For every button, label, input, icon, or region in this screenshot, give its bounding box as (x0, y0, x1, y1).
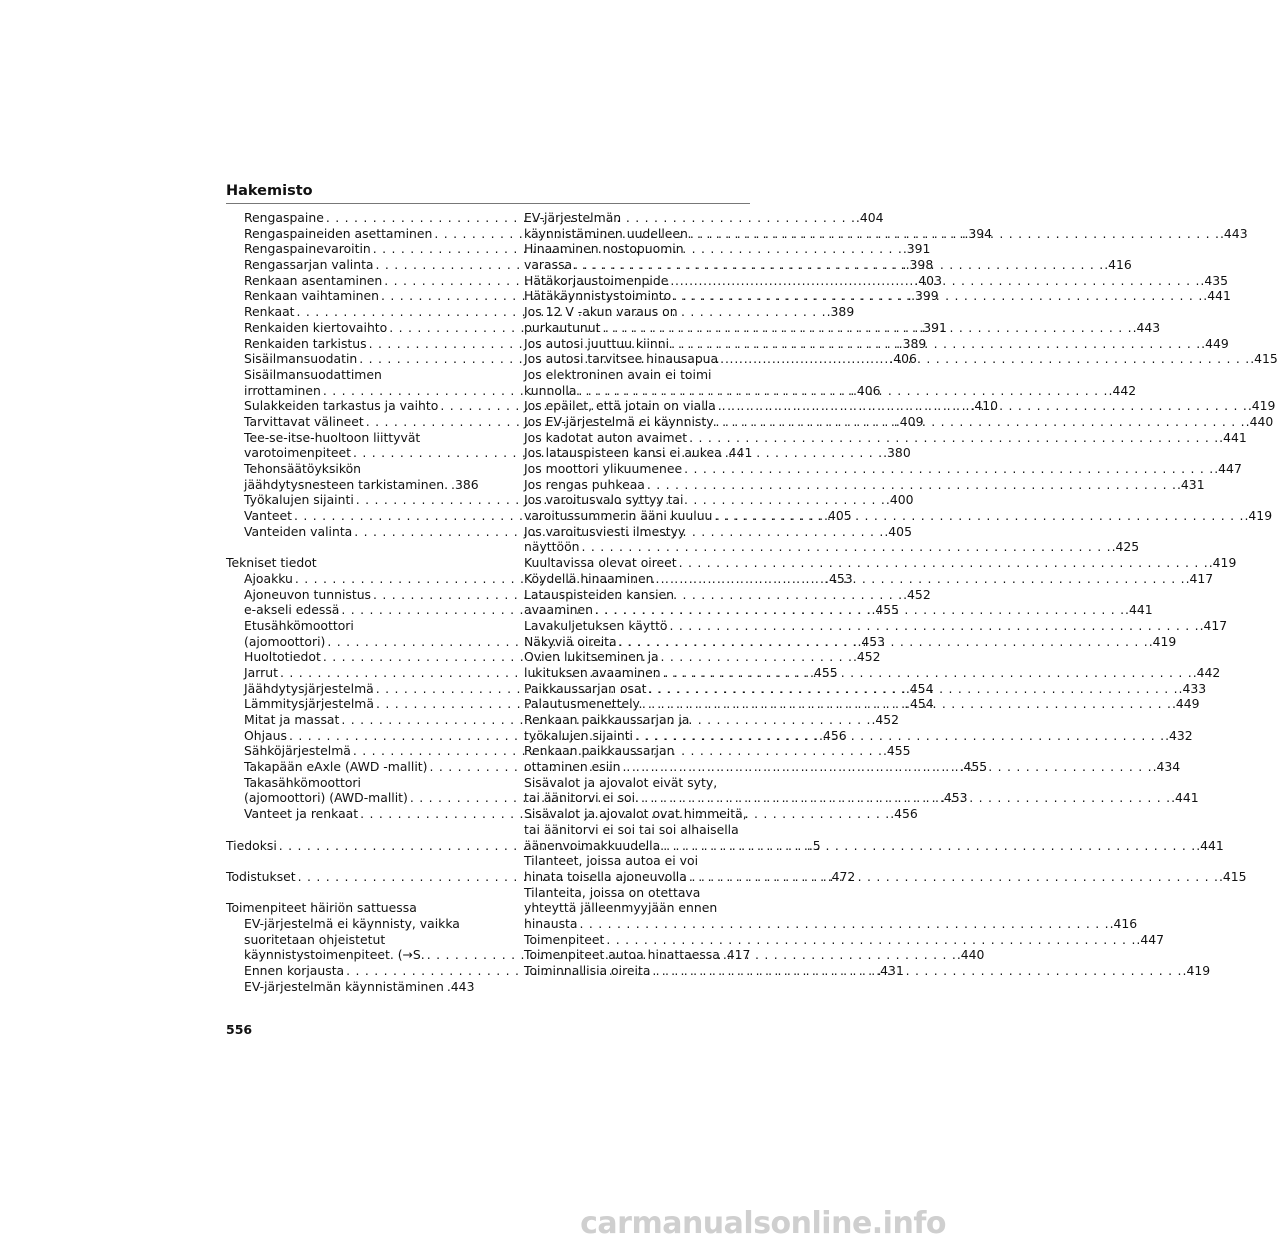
index-page-ref[interactable]: .406 (889, 351, 917, 367)
index-page-ref[interactable]: .391 (919, 319, 947, 335)
index-text-line (524, 210, 750, 226)
index-term: hinausta (524, 915, 578, 931)
dot-leader (650, 963, 1181, 979)
index-page-ref[interactable]: .389 (826, 304, 855, 320)
index-term: Lavakuljetuksen käyttö (524, 617, 668, 633)
page-title: Hakemisto (226, 183, 313, 199)
spacer (226, 822, 470, 838)
index-page-ref[interactable]: .400 (885, 492, 914, 508)
index-page-ref[interactable]: .440 (956, 947, 985, 963)
index-entry (524, 539, 1140, 555)
index-page-ref[interactable]: .405 (824, 508, 852, 524)
index-term: Renkaiden tarkistus (244, 335, 367, 351)
index-page-ref[interactable]: .419 (1182, 963, 1211, 978)
dot-leader (687, 430, 1218, 446)
index-page-ref[interactable]: .443 (1132, 319, 1161, 335)
index-term: Palautusmenettely (524, 696, 640, 712)
index-term: suoritetaan ohjeistetut (244, 931, 386, 947)
index-text-line (524, 885, 750, 901)
index-term: Tee-se-itse-huoltoon liittyvät (244, 429, 421, 445)
index-term: EV-järjestelmä ei käynnisty, vaikka (244, 915, 460, 931)
index-term: Hätäkäynnistystoiminto (524, 288, 672, 304)
index-page-ref[interactable]: .406 (852, 382, 881, 398)
index-text-line (226, 430, 470, 446)
spacer (226, 539, 470, 555)
index-term: työkalujen sijainti (524, 727, 634, 743)
index-page-ref[interactable]: .454 (906, 696, 934, 712)
index-term: Tiedoksi (226, 837, 277, 853)
index-term: Rengaspaine (244, 210, 324, 225)
index-term: Toiminnallisia oireita (524, 963, 651, 978)
index-page-ref[interactable]: .415 (1218, 868, 1247, 884)
index-page-ref[interactable]: .431 (1176, 476, 1205, 492)
index-page-ref[interactable]: .419 (1247, 398, 1276, 414)
index-term: Ajoakku (244, 570, 293, 586)
index-entry (524, 429, 1247, 446)
index-page-ref[interactable]: .391 (902, 241, 931, 257)
index-text-line (226, 618, 470, 634)
index-term: Takapään eAxle (AWD -mallit) (244, 759, 428, 775)
index-text-line (226, 916, 470, 932)
index-entry (524, 837, 1224, 854)
dot-leader (687, 869, 1218, 885)
dot-leader (688, 226, 1219, 242)
index-term: Toimenpiteet (524, 931, 605, 947)
dot-leader (617, 634, 1148, 650)
index-entry (226, 476, 479, 493)
index-term: Kuultavissa olevat oireet (524, 555, 677, 571)
dot-leader (718, 351, 1249, 367)
index-entry (226, 978, 475, 995)
index-term: Rengassarjan valinta (244, 257, 374, 273)
index-entry (524, 555, 1237, 571)
index-page-ref[interactable]: .449 (1171, 696, 1200, 712)
dot-leader (682, 461, 1213, 477)
dot-leader (716, 398, 1247, 414)
index-term: EV-järjestelmän käynnistäminen (244, 978, 444, 994)
index-page-ref[interactable]: .442 (1192, 664, 1221, 680)
index-term: Tilanteita, joissa on otettava (524, 884, 701, 900)
index-term: Mitat ja massat (244, 712, 340, 727)
dot-leader (572, 257, 1103, 273)
dot-leader (714, 414, 1245, 430)
index-term: Jos 12 V -akun varaus on (524, 304, 678, 320)
index-page-ref[interactable]: .415 (1250, 351, 1278, 367)
dot-leader (654, 571, 1185, 587)
dot-leader (576, 383, 1107, 399)
index-page-ref[interactable]: .447 (1214, 461, 1242, 476)
index-term: äänenvoimakkuudella. (524, 837, 665, 853)
dot-leader (580, 539, 1111, 555)
index-page-ref[interactable]: .404 (855, 210, 884, 225)
index-page-ref[interactable]: .405 (884, 523, 912, 539)
dot-leader (668, 618, 1199, 634)
index-page-ref[interactable]: .455 (810, 664, 838, 680)
index-page-ref[interactable]: .453 (939, 790, 968, 806)
index-page-ref[interactable]: .472 (827, 868, 856, 884)
index-page-ref[interactable]: .416 (1104, 257, 1132, 273)
dot-leader (639, 790, 1170, 806)
index-term: Sisäilmansuodatin (244, 351, 358, 367)
index-page-ref[interactable]: .441 (1203, 288, 1231, 304)
index-term: Jäähdytysjärjestelmä (244, 680, 374, 696)
index-term: Vanteet (244, 508, 292, 524)
index-text-line (226, 775, 470, 791)
index-term: Renkaiden kiertovaihto (244, 319, 388, 335)
index-term: Näkyviä oireita (524, 633, 617, 649)
dot-leader (633, 728, 1164, 744)
index-page-ref[interactable]: .447 (1136, 931, 1164, 947)
index-page-ref[interactable]: .434 (1152, 759, 1181, 775)
index-entry (524, 445, 753, 461)
index-term: Sisävalot ja ajovalot ovat himmeitä, (524, 806, 747, 822)
index-text-line (524, 900, 750, 916)
index-page-ref[interactable]: .452 (852, 649, 881, 665)
index-page-ref[interactable]: .441 (1171, 790, 1199, 806)
index-term: ottaminen esiin (524, 759, 621, 775)
index-term: Sisävalot ja ajovalot eivät syty, (524, 774, 718, 790)
index-page-ref[interactable]: .380 (883, 445, 911, 461)
index-term: avaaminen (524, 602, 593, 618)
index-page-ref[interactable]: .443 (1219, 225, 1248, 241)
index-term: Jos autosi tarvitsee hinausapua (524, 351, 719, 367)
index-term: Vanteet ja renkaat (244, 806, 359, 822)
index-page-ref[interactable]: .432 (1165, 727, 1193, 743)
index-text-line (524, 853, 750, 869)
index-page-ref[interactable]: .417 (722, 947, 751, 963)
index-term: Sulakkeiden tarkastus ja vaihto (244, 398, 439, 414)
index-term: Hätäkorjaustoimenpide (524, 272, 669, 288)
index-term: Jos kadotat auton avaimet (524, 429, 688, 445)
index-page-ref[interactable]: .419 (1208, 555, 1237, 571)
index-entry (524, 931, 1164, 948)
index-page-ref[interactable]: .454 (905, 680, 934, 696)
index-page-ref[interactable]: .431 (876, 963, 904, 978)
index-page-ref[interactable]: .410 (970, 398, 998, 414)
index-page-ref[interactable]: .386 (451, 476, 479, 492)
dot-leader (646, 681, 1177, 697)
index-term: lukituksen avaaminen (524, 664, 661, 680)
index-page-ref[interactable]: .441 (1219, 429, 1247, 445)
index-page-ref[interactable]: .441 (1196, 837, 1224, 853)
dot-leader (621, 759, 1152, 775)
index-page-ref[interactable]: .403 (914, 272, 942, 288)
index-term: Takasähkömoottori (244, 774, 361, 790)
index-term: purkautunut (524, 319, 601, 335)
index-term: kunnolla (524, 382, 577, 398)
index-page-ref[interactable]: .409 (895, 413, 924, 429)
index-page-ref[interactable]: .441 (1125, 602, 1153, 618)
index-page-ref[interactable]: .456 (819, 727, 847, 743)
index-term: Ennen korjausta (244, 963, 345, 978)
index-entry (524, 617, 1228, 634)
index-term: hinata toisella ajoneuvolla (524, 868, 687, 884)
index-page-ref[interactable]: .435 (1200, 272, 1229, 288)
index-term: Ohjaus (244, 727, 287, 743)
index-term: Työkalujen sijainti (244, 492, 354, 508)
index-text-line (226, 555, 470, 571)
dot-leader (661, 665, 1192, 681)
watermark-text: carmanualsonline.info (580, 1206, 946, 1241)
index-entry (524, 947, 750, 963)
spacer (226, 885, 470, 901)
index-term: Ovien lukitseminen ja (524, 649, 659, 665)
index-page-ref[interactable]: .455 (882, 743, 911, 759)
index-text-line (524, 241, 750, 257)
index-term: varassa (524, 257, 573, 273)
index-term: Renkaan paikkaussarjan ja (524, 712, 690, 727)
index-term: varotoimenpiteet (244, 445, 352, 461)
index-term: Renkaan asentaminen (244, 272, 383, 288)
index-entry (524, 461, 1242, 477)
index-page-ref[interactable]: .399 (911, 288, 939, 304)
index-term: Paikkaussarjan osat (524, 680, 647, 696)
dot-leader (578, 916, 1109, 932)
index-term: yhteyttä jälleenmyyjään ennen (524, 900, 718, 916)
index-page-ref[interactable]: .433 (1178, 680, 1207, 696)
index-page-ref[interactable]: .417 (1199, 617, 1228, 633)
index-text-line (524, 587, 750, 603)
dot-leader (712, 508, 1243, 524)
index-term: Rengaspainevaroitin (244, 241, 371, 257)
index-page-ref[interactable]: .453 (857, 633, 886, 649)
index-term: tai äänitorvi ei soi. (524, 790, 639, 806)
index-term: Jos epäilet, että jotain on vialla (524, 398, 716, 414)
dot-leader (677, 555, 1208, 571)
index-term: käynnistäminen uudelleen (524, 225, 688, 241)
index-term: Toimenpiteet autoa hinattaessa (524, 947, 720, 963)
index-term: Renkaan vaihtaminen (244, 288, 379, 304)
dot-leader (601, 320, 1132, 336)
index-text-line (524, 743, 750, 759)
index-text-line (226, 932, 470, 948)
index-text-line (524, 806, 750, 822)
index-text-line (524, 822, 750, 838)
index-page-ref[interactable]: .453 (825, 570, 853, 586)
index-term: jäähdytysnesteen tarkistaminen. (244, 476, 449, 492)
dot-leader (640, 696, 1171, 712)
index-term: Jos varoitusviesti ilmestyy (524, 523, 686, 539)
index-page-ref[interactable]: .456 (890, 806, 918, 822)
index-term: Jos varoitusvalo syttyy tai (524, 492, 684, 508)
index-page-ref[interactable]: .419 (1244, 508, 1273, 524)
index-page-ref[interactable]: .417 (1185, 570, 1214, 586)
dot-leader (645, 477, 1176, 493)
index-page-ref[interactable]: .425 (1111, 539, 1140, 555)
index-term: Jos EV-järjestelmä ei käynnisty (524, 413, 714, 429)
index-text-line (524, 524, 750, 540)
index-term: Jarrut (244, 664, 278, 680)
index-text-line (524, 304, 750, 320)
index-page-ref[interactable]: .440 (1245, 413, 1274, 429)
index-term: Ajoneuvon tunnistus (244, 586, 372, 602)
index-term: Todistukset (226, 868, 296, 884)
dot-leader (593, 602, 1124, 618)
index-page-ref[interactable]: .389 (898, 335, 927, 351)
index-page-ref[interactable]: .449 (1201, 335, 1229, 351)
index-page-ref[interactable]: .442 (1108, 382, 1137, 398)
index-page-ref[interactable]: .416 (1109, 915, 1138, 931)
index-page-ref[interactable]: .419 (1148, 633, 1177, 649)
index-term: EV-järjestelmän (524, 210, 622, 225)
dot-leader (604, 932, 1135, 948)
index-page-ref[interactable]: .455 (871, 602, 900, 618)
index-term: Toimenpiteet häiriön sattuessa (226, 900, 417, 916)
index-page-ref[interactable]: .394 (964, 225, 993, 241)
dot-leader (668, 273, 1199, 289)
index-term: Rengaspaineiden asettaminen (244, 225, 433, 241)
index-text-line (226, 367, 470, 383)
index-term: Jos latauspisteen kansi ei aukea (524, 445, 722, 461)
dot-leader (671, 288, 1202, 304)
dot-leader (664, 838, 1195, 854)
index-page-ref[interactable]: .455 (959, 759, 988, 775)
dot-leader (669, 336, 1200, 352)
index-term: Lämmitysjärjestelmä (244, 696, 374, 712)
index-page-ref[interactable]: .441 (724, 445, 753, 461)
index-term: Jos autosi juuttuu kiinni (524, 335, 670, 351)
index-term: Köydellä hinaaminen (524, 570, 654, 586)
page-header (226, 180, 750, 204)
index-term: (ajomoottori) (244, 633, 326, 649)
index-term: Jos rengas puhkeaa (524, 476, 645, 492)
index-term: irrottaminen (244, 382, 321, 398)
index-page-ref[interactable]: .5 (808, 837, 821, 853)
index-term: Jos moottori ylikuumenee (524, 461, 683, 476)
index-term: (ajomoottori) (AWD-mallit) (244, 790, 408, 806)
index-entry (524, 915, 1138, 932)
index-text-line (226, 461, 470, 477)
index-page-ref[interactable]: .452 (903, 586, 931, 602)
index-term: Latauspisteiden kansien (524, 586, 675, 602)
index-term: varoitussummerin ääni kuuluu (524, 508, 713, 524)
index-page-ref[interactable]: .443 (446, 978, 475, 994)
index-term: Renkaat (244, 304, 295, 320)
index-term: Tekniset tiedot (226, 555, 317, 571)
index-term: Huoltotiedot (244, 649, 321, 665)
index-term: Vanteiden valinta (244, 523, 353, 539)
index-term: Hinaaminen nostopuomin (524, 241, 684, 257)
index-term: tai äänitorvi ei soi tai soi alhaisella (524, 821, 739, 837)
index-term: näyttöön (524, 539, 580, 555)
index-text-line (226, 900, 470, 916)
index-text-line (524, 775, 750, 791)
index-page-ref[interactable]: .398 (905, 257, 934, 273)
index-text-line (524, 367, 750, 383)
page-number: 556 (226, 1022, 253, 1037)
index-entry (524, 476, 1205, 493)
index-term: e-akseli edessä (244, 602, 340, 618)
index-term: Etusähkömoottori (244, 617, 354, 633)
index-term: Sähköjärjestelmä (244, 743, 351, 759)
index-term: Tarvittavat välineet (244, 413, 364, 429)
index-text-line (524, 649, 750, 665)
index-text-line (524, 712, 750, 728)
index-text-line (524, 492, 750, 508)
index-term: käynnistystoimenpiteet. (→S. (244, 947, 425, 963)
index-term: Jos elektroninen avain ei toimi (524, 366, 712, 382)
spacer (226, 853, 470, 869)
index-term: Tilanteet, joissa autoa ei voi (524, 853, 699, 869)
index-term: Sisäilmansuodattimen (244, 366, 382, 382)
index-page-ref[interactable]: .452 (871, 712, 900, 727)
index-term: Tehonsäätöyksikön (244, 461, 362, 476)
index-term: Renkaan paikkaussarjan (524, 743, 675, 759)
